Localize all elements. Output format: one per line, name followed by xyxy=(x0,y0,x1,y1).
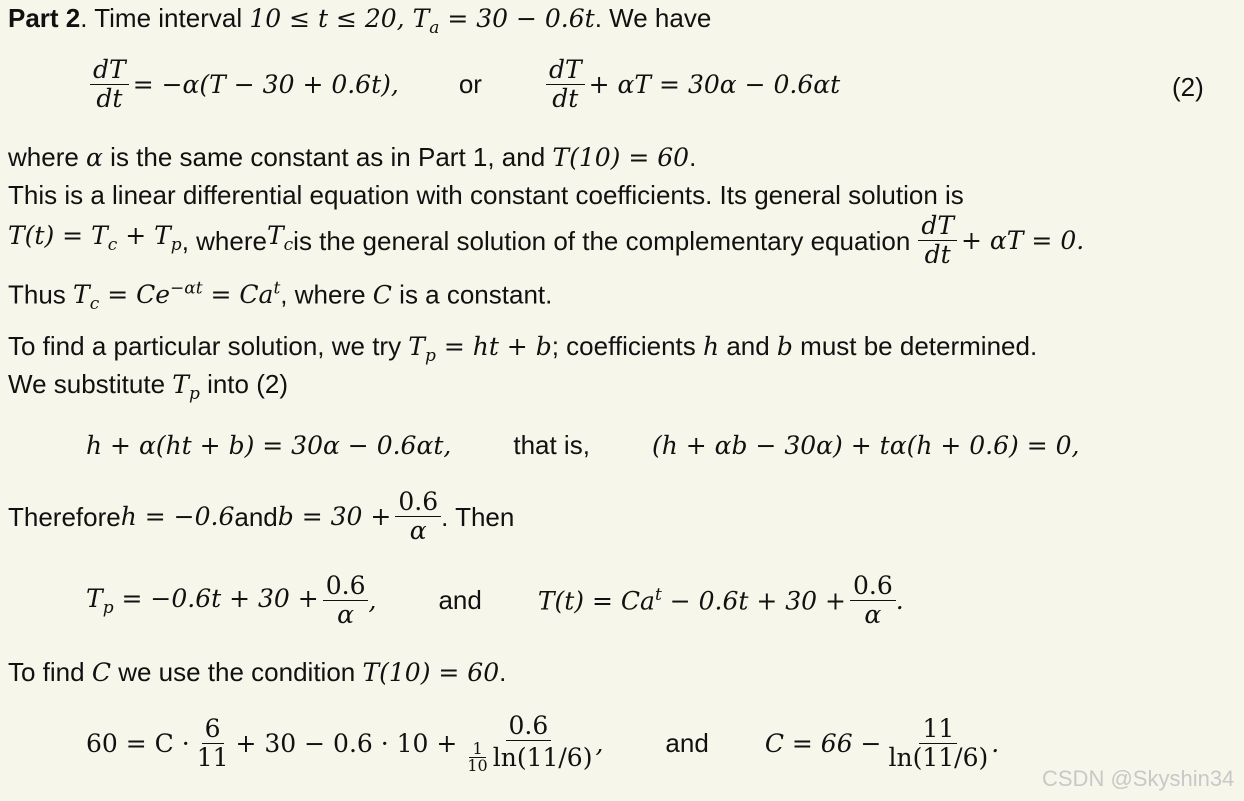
eq2-or: or xyxy=(458,69,482,99)
equation-particular: $T_p = -0.6t + 30$ + $\frac{0.6}{\alpha}$ , and $T(t) = Ca^t - 0.6t + 30$ + $\frac{0.6}{\alpha}$ . xyxy=(86,571,904,629)
substitute-line: We substitute $T_p$ into (2) xyxy=(8,369,288,404)
fraction-dT-dt-b: $\frac{dT}{dt}$ xyxy=(546,56,585,113)
equation-substitution: h + α(ht + b) = 30α − 0.6αt, that is, (h + αb − 30α) + tα(h + 0.6) = 0, xyxy=(86,430,1080,460)
fraction-dT-dt: $\frac{dT}{dt}$ xyxy=(90,56,129,113)
eq2-rhs-b: + αT = 30α − 0.6αt xyxy=(588,70,841,99)
general-solution-line: $T(t) = T_c + T_p$ , where $T_c$ is the general solution of the complementary equation $\frac{dT}{dt}$ + αT = 0. xyxy=(8,211,1085,269)
part2-heading: Part 2 xyxy=(8,3,81,33)
equation-2 xyxy=(86,56,840,113)
thus-line: Thus $T_c = Ce^{-\alpha t} = Ca^t$, where C is a constant. xyxy=(8,279,553,315)
fraction-dT-dt-c: $\frac{dT}{dt}$ xyxy=(918,212,957,269)
eq2-rhs-a: = −α(T − 30 + 0.6t), xyxy=(132,70,399,99)
find-C-line: To find C we use the condition T(10) = 60. xyxy=(8,657,507,687)
linear-de-line: This is a linear differential equation with constant coefficients. Its general solution is xyxy=(8,180,964,210)
watermark: CSDN @Skyshin34 xyxy=(1042,766,1235,791)
interval-math: 10 ≤ t ≤ 20, $T_a = 30 - 0.6t$ xyxy=(249,4,595,38)
part2-intro: Part 2. Time interval 10 ≤ t ≤ 20, $T_a = 30 - 0.6t$. We have xyxy=(8,3,712,38)
therefore-line: Therefore h = −0.6 and b = 30 + $\frac{0.6}{\alpha}$ . Then xyxy=(8,487,515,545)
particular-solution-line: To find a particular solution, we try $T_p$ = ht + b; coefficients h and b must be determined. xyxy=(8,331,1038,366)
equation-number: (2) xyxy=(1172,72,1204,102)
fraction-0.6-alpha: $\frac{0.6}{\alpha}$ xyxy=(395,488,441,545)
where-alpha-line: where α is the same constant as in Part 1, and T(10) = 60. xyxy=(8,142,697,172)
equation-C: 60 = C · $\frac{6}{11}$ + 30 − 0.6 · 10 + 0.6 $\frac{1}{10}$ ln(11/6) , and C = 66 − $\frac{11}{\ln(11/6)}$ . xyxy=(86,711,1000,775)
